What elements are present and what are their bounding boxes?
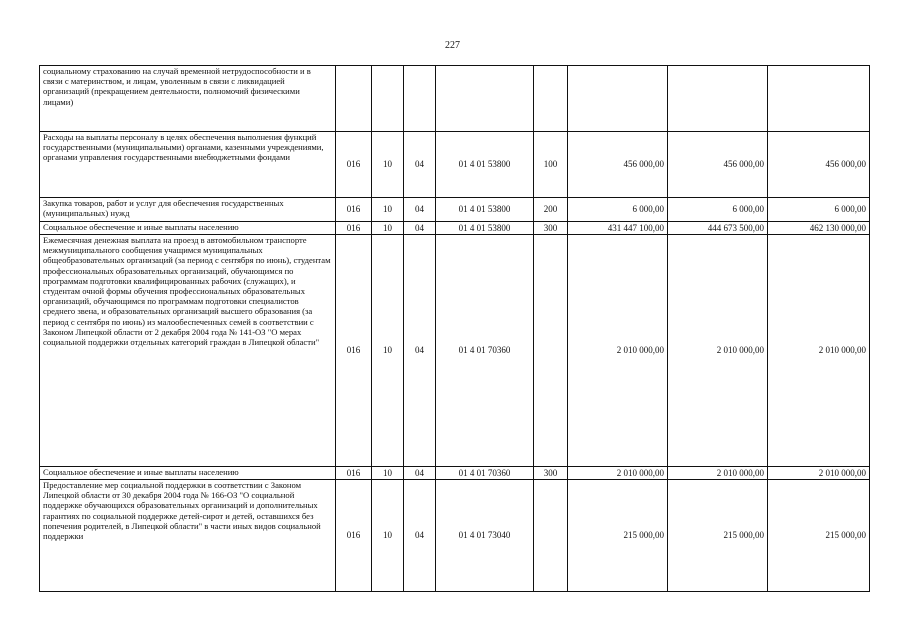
amount-year-3: 462 130 000,00 xyxy=(768,222,870,235)
amount-year-1: 2 010 000,00 xyxy=(568,235,668,467)
amount-year-3: 2 010 000,00 xyxy=(768,235,870,467)
section-code: 10 xyxy=(372,480,404,592)
amount-year-3: 2 010 000,00 xyxy=(768,467,870,480)
expense-type-code: 300 xyxy=(534,467,568,480)
amount-year-1: 6 000,00 xyxy=(568,198,668,222)
amount-year-3: 215 000,00 xyxy=(768,480,870,592)
amount-year-2: 2 010 000,00 xyxy=(668,235,768,467)
section-code: 10 xyxy=(372,198,404,222)
section-code: 10 xyxy=(372,467,404,480)
section-code: 10 xyxy=(372,222,404,235)
amount-year-1 xyxy=(568,66,668,132)
section-code xyxy=(372,66,404,132)
target-code xyxy=(436,66,534,132)
row-name: Закупка товаров, работ и услуг для обеспечения государственных (муниципальных) нужд xyxy=(40,198,336,222)
row-name: Предоставление мер социальной поддержки в соответствии с Законом Липецкой области от 30 декабря 2004 года № 166-ОЗ "О социальной поддержке обучающихся образовательных организаций и дополнительных гарантиях по социальной поддержке детей-сирот и детей, оставшихся без попечения родителей, в Липецкой области" в части иных видов социальной поддержки xyxy=(40,480,336,592)
page-number: 227 xyxy=(445,40,460,51)
target-code: 01 4 01 53800 xyxy=(436,198,534,222)
amount-year-1: 215 000,00 xyxy=(568,480,668,592)
amount-year-1: 456 000,00 xyxy=(568,132,668,198)
amount-year-3 xyxy=(768,66,870,132)
amount-year-3: 6 000,00 xyxy=(768,198,870,222)
ministry-code xyxy=(336,66,372,132)
subsection-code xyxy=(404,66,436,132)
expense-type-code: 200 xyxy=(534,198,568,222)
subsection-code: 04 xyxy=(404,467,436,480)
target-code: 01 4 01 53800 xyxy=(436,222,534,235)
amount-year-2: 456 000,00 xyxy=(668,132,768,198)
target-code: 01 4 01 53800 xyxy=(436,132,534,198)
amount-year-2: 6 000,00 xyxy=(668,198,768,222)
expense-type-code xyxy=(534,480,568,592)
ministry-code: 016 xyxy=(336,467,372,480)
row-name: Социальное обеспечение и иные выплаты населению xyxy=(40,467,336,480)
amount-year-2: 215 000,00 xyxy=(668,480,768,592)
amount-year-2 xyxy=(668,66,768,132)
amount-year-1: 2 010 000,00 xyxy=(568,467,668,480)
row-name: Ежемесячная денежная выплата на проезд в автомобильном транспорте межмуниципального сообщения учащимся муниципальных общеобразовательных организаций (за период с сентября по июнь), студентам профессиональных образовательных организаций, обучающимся по программам подготовки квалифицированных рабочих (служащих), и студентам очной формы обучения профессиональных образовательных организаций, обучающимся по программам подготовки специалистов среднего звена, и образовательных организаций высшего образования (за период с сентября по июнь) из малообеспеченных семей в соответствии с Законом Липецкой области от 2 декабря 2004 года № 141-ОЗ "О мерах социальной поддержки отдельных категорий граждан в Липецкой области" xyxy=(40,235,336,467)
row-name: Социальное обеспечение и иные выплаты населению xyxy=(40,222,336,235)
ministry-code: 016 xyxy=(336,132,372,198)
subsection-code: 04 xyxy=(404,235,436,467)
row-name: социальному страхованию на случай временной нетрудоспособности и в связи с материнством, и лицам, уволенным в связи с ликвидацией организаций (прекращением деятельности, полномочий физическими лицами) xyxy=(40,66,336,132)
section-code: 10 xyxy=(372,132,404,198)
expense-type-code xyxy=(534,66,568,132)
target-code: 01 4 01 70360 xyxy=(436,235,534,467)
expense-type-code: 100 xyxy=(534,132,568,198)
table-row xyxy=(40,235,870,467)
table-row xyxy=(40,222,870,235)
subsection-code: 04 xyxy=(404,132,436,198)
amount-year-1: 431 447 100,00 xyxy=(568,222,668,235)
expense-type-code: 300 xyxy=(534,222,568,235)
budget-table xyxy=(39,65,870,592)
amount-year-2: 444 673 500,00 xyxy=(668,222,768,235)
target-code: 01 4 01 73040 xyxy=(436,480,534,592)
ministry-code: 016 xyxy=(336,198,372,222)
table-row xyxy=(40,66,870,132)
subsection-code: 04 xyxy=(404,198,436,222)
expense-type-code xyxy=(534,235,568,467)
table-row xyxy=(40,132,870,198)
row-name: Расходы на выплаты персоналу в целях обеспечения выполнения функций государственными (муниципальными) органами, казенными учреждениями, органами управления государственными внебюджетными фондами xyxy=(40,132,336,198)
table-row xyxy=(40,480,870,592)
ministry-code: 016 xyxy=(336,222,372,235)
ministry-code: 016 xyxy=(336,480,372,592)
amount-year-2: 2 010 000,00 xyxy=(668,467,768,480)
ministry-code: 016 xyxy=(336,235,372,467)
subsection-code: 04 xyxy=(404,480,436,592)
amount-year-3: 456 000,00 xyxy=(768,132,870,198)
table-row xyxy=(40,198,870,222)
section-code: 10 xyxy=(372,235,404,467)
subsection-code: 04 xyxy=(404,222,436,235)
target-code: 01 4 01 70360 xyxy=(436,467,534,480)
table-row xyxy=(40,467,870,480)
